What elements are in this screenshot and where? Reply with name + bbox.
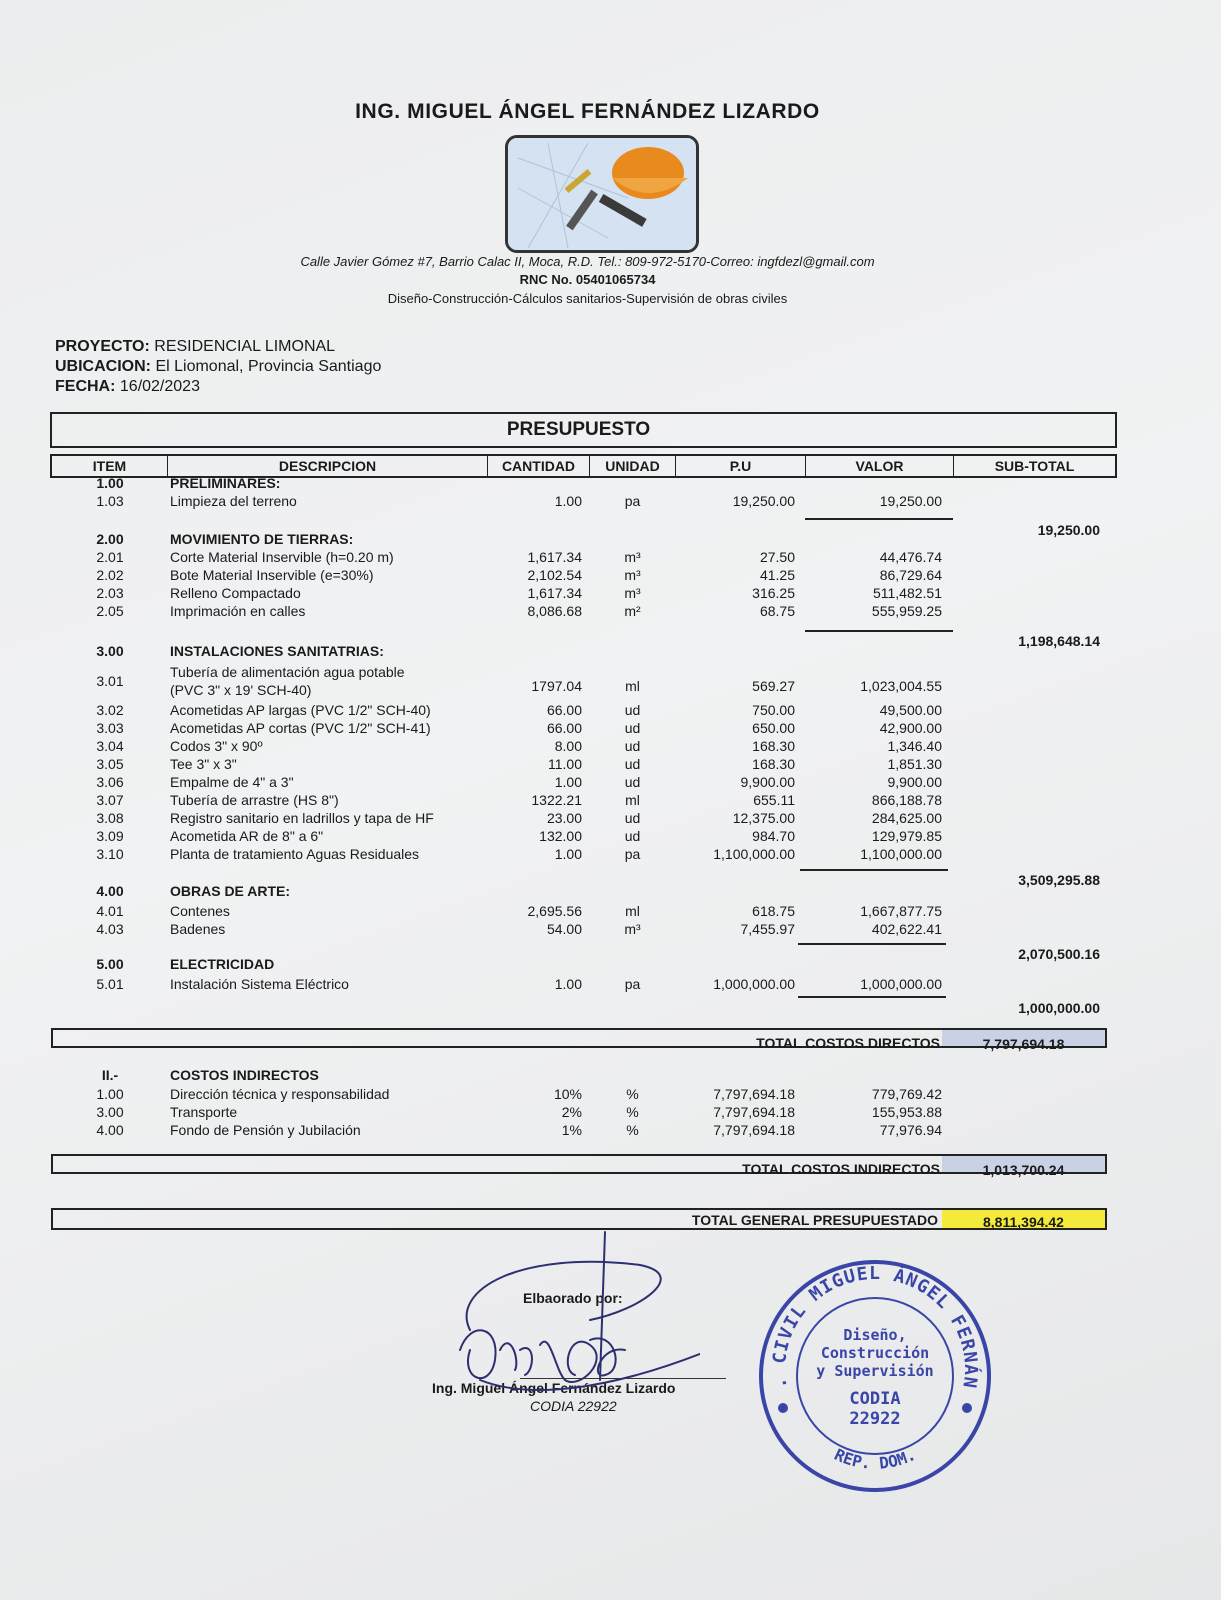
table-row: 3.10 Planta de tratamiento Aguas Residuales 1.00 pa 1,100,000.00 1,100,000.00 [96,846,942,862]
stamp-line-2: Construcción [820,1344,930,1362]
stamp-number: 22922 [849,1409,901,1429]
col-pu: P.U [675,456,805,476]
value-underline [805,518,953,520]
total-general-label: TOTAL GENERAL PRESUPUESTADO [691,1212,938,1228]
col-valor: VALOR [805,456,953,476]
company-title: ING. MIGUEL ÁNGEL FERNÁNDEZ LIZARDO [355,100,820,123]
table-row: 3.03 Acometidas AP cortas (PVC 1/2" SCH-41) 66.00 ud 650.00 42,900.00 [96,720,942,736]
table-row: 3.08 Registro sanitario en ladrillos y tapa de HF 23.00 ud 12,375.00 284,625.00 [96,810,942,826]
value-underline [798,996,946,998]
table-row: 1.00 Dirección técnica y responsabilidad 10% % 7,797,694.18 779,769.42 [96,1086,942,1102]
svg-text:REP. DOM. [831,1445,918,1473]
table-row: 4.01 Contenes 2,695.56 ml 618.75 1,667,877.75 [96,903,942,919]
section-header: 2.00 MOVIMIENTO DE TIERRAS: [96,531,354,547]
company-services: Diseño-Construcción-Cálculos sanitarios-Supervisión de obras civiles [387,291,788,306]
project-name: PROYECTO: RESIDENCIAL LIMONAL [55,338,336,355]
project-date: FECHA: 16/02/2023 [55,378,200,395]
signer-name: Ing. Miguel Ángel Fernández Lizardo [432,1380,676,1396]
section-header: 1.00 PRELIMINARES: [96,475,281,491]
budget-title: PRESUPUESTO [506,419,651,440]
table-row: 3.00 Transporte 2% % 7,797,694.18 155,953.88 [96,1104,942,1120]
total-directos-label: TOTAL COSTOS DIRECTOS [756,1035,940,1051]
stamp-ring-top: . CIVIL MIGUEL ÁNGEL FERNÁN [769,1263,982,1391]
total-general-value: 8,811,394.42 [983,1214,1064,1230]
total-indirectos-value: 1,013,700.24 [982,1162,1065,1178]
table-row: 3.02 Acometidas AP largas (PVC 1/2" SCH-40) 66.00 ud 750.00 49,500.00 [96,702,942,718]
table-row: 3.01 [96,673,124,689]
signer-codia: CODIA 22922 [530,1398,617,1414]
section-header: 4.00 OBRAS DE ARTE: [96,883,291,899]
stamp-line-3: y Supervisión [816,1362,934,1380]
table-row: 3.04 Codos 3" x 90º 8.00 ud 168.30 1,346.40 [96,738,942,754]
total-indirectos-label: TOTAL COSTOS INDIRECTOS [742,1161,940,1177]
col-subtotal: SUB-TOTAL [953,456,1115,476]
stamp-codia: CODIA [849,1389,901,1409]
col-unidad: UNIDAD [589,456,675,476]
table-row: 2.02 Bote Material Inservible (e=30%) 2,102.54 m³ 41.25 86,729.64 [96,567,942,583]
total-directos-value: 7,797,694.18 [982,1036,1065,1052]
col-cantidad: CANTIDAD [487,456,589,476]
official-stamp [757,1258,993,1494]
section-subtotal: 3,509,295.88 [1018,872,1100,888]
section-subtotal: 2,070,500.16 [1018,946,1100,962]
project-location: UBICACION: El Liomonal, Provincia Santiago [55,358,382,375]
stamp-line-1: Diseño, [843,1326,907,1344]
table-row: 5.01 Instalación Sistema Eléctrico 1.00 pa 1,000,000.00 1,000,000.00 [96,976,942,992]
table-row: Tubería de alimentación agua potable [170,664,405,680]
table-row: 2.01 Corte Material Inservible (h=0.20 m) 1,617.34 m³ 27.50 44,476.74 [96,549,942,565]
section-subtotal: 1,198,648.14 [1018,633,1100,649]
table-row: 3.06 Empalme de 4" a 3" 1.00 ud 9,900.00 9,900.00 [96,774,942,790]
table-row: (PVC 3" x 19' SCH-40) 1797.04 ml 569.27 1,023,004.55 [170,678,942,698]
elaborado-por-label: Elbaorado por: [523,1290,623,1306]
section-header: 3.00 INSTALACIONES SANITATRIAS: [96,643,384,659]
section-subtotal: 1,000,000.00 [1018,1000,1100,1016]
table-row: 1.03 Limpieza del terreno 1.00 pa 19,250.00 19,250.00 [96,493,942,509]
section-subtotal: 19,250.00 [1037,522,1100,538]
table-row: 2.05 Imprimación en calles 8,086.68 m² 68.75 555,959.25 [96,603,942,619]
table-row: 3.09 Acometida AR de 8" a 6" 132.00 ud 984.70 129,979.85 [96,828,942,844]
value-underline [798,943,946,945]
col-item: ITEM [92,458,127,474]
handwritten-signature [440,1230,700,1400]
company-logo [505,135,699,253]
company-rnc: RNC No. 05401065734 [519,272,656,287]
table-row: 3.07 Tubería de arrastre (HS 8") 1322.21 ml 655.11 866,188.78 [96,792,942,808]
col-descripcion: DESCRIPCION [167,456,487,476]
stamp-ring-bottom: REP. DOM. [831,1444,919,1473]
section-header: 5.00 ELECTRICIDAD [96,956,275,972]
company-address: Calle Javier Gómez #7, Barrio Calac II, Moca, R.D. Tel.: 809-972-5170-Correo: ingfdezl@gmail.com [300,254,875,269]
value-underline [805,630,953,632]
value-underline [800,869,948,871]
table-row: 3.05 Tee 3" x 3" 11.00 ud 168.30 1,851.30 [96,756,942,772]
table-row: 4.00 Fondo de Pensión y Jubilación 1% % 7,797,694.18 77,976.94 [96,1122,942,1138]
budget-title-box [50,412,1117,448]
table-row: 4.03 Badenes 54.00 m³ 7,455.97 402,622.41 [96,921,942,937]
section-header: II.- COSTOS INDIRECTOS [101,1067,319,1083]
table-row: 2.03 Relleno Compactado 1,617.34 m³ 316.25 511,482.51 [96,585,942,601]
